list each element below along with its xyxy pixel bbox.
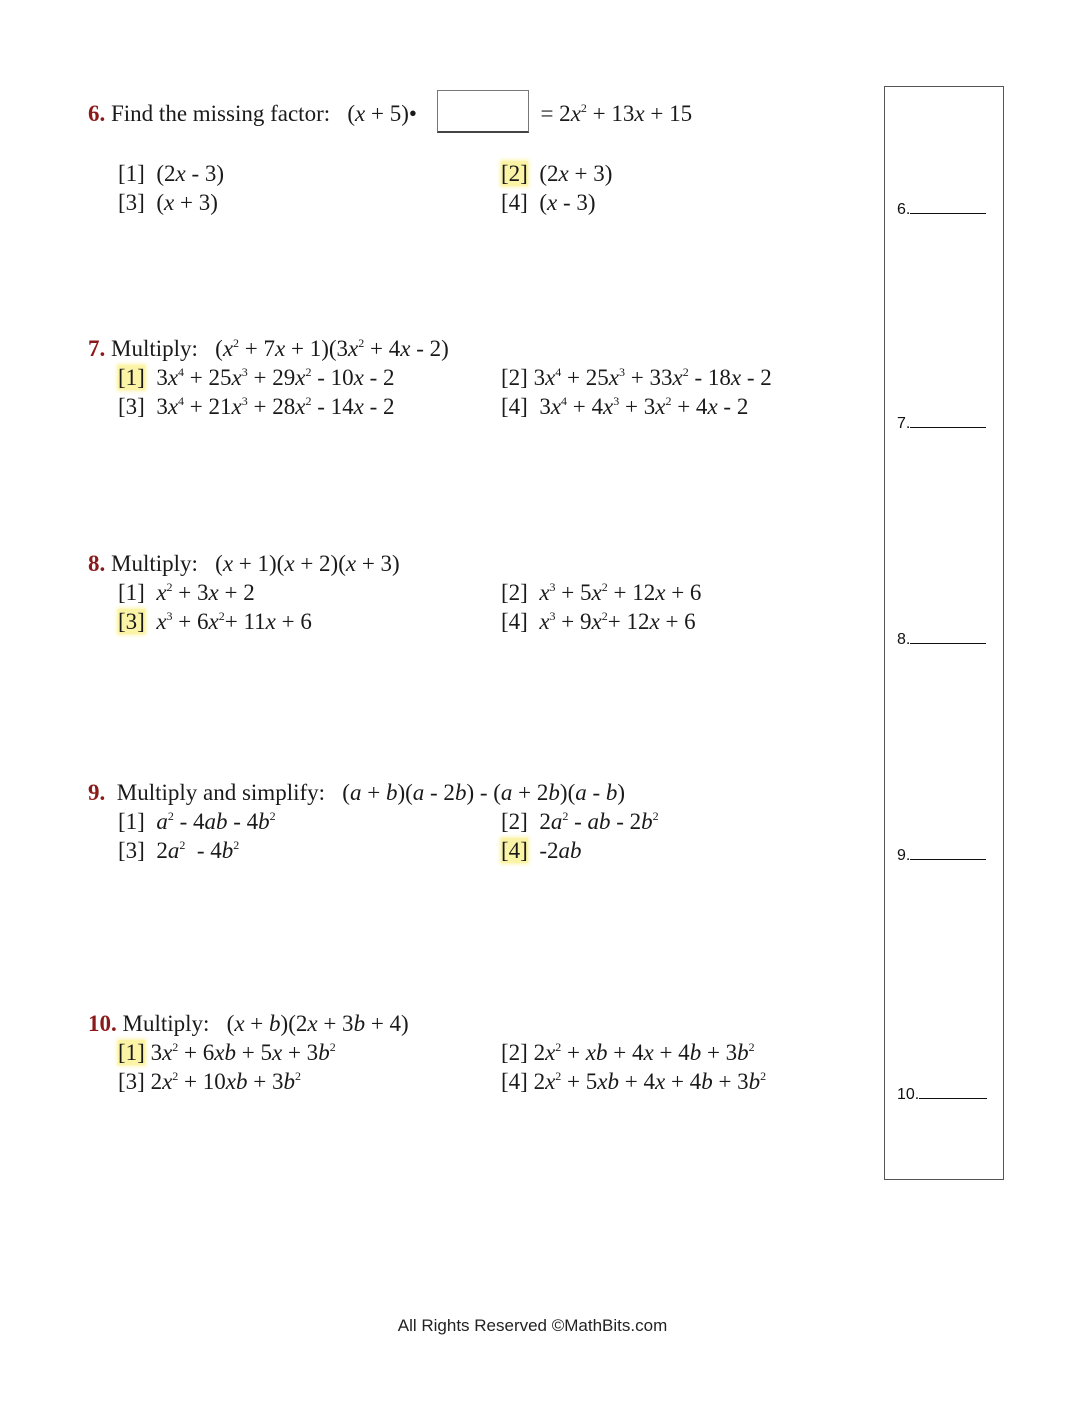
question-6 (88, 90, 692, 219)
choice-tag: [3] (118, 609, 145, 634)
question-stem (88, 1009, 409, 1038)
question-stem (88, 549, 400, 578)
choice-2[interactable]: [2] $2a^2$ - ab - $2b^2$ (501, 809, 659, 834)
choice-tag: [1] (118, 365, 145, 390)
question-number: 10. (88, 1011, 117, 1036)
question-expression: $(x^2 + 7x + 1)(3x^2 + 4x - 2)$ (215, 336, 449, 361)
choice-tag: [2] (501, 161, 528, 186)
choice-3[interactable]: [3] (x + 3) (118, 190, 218, 215)
question-prompt: Find the missing factor: (111, 101, 331, 126)
choice-2[interactable]: [2] $3x^4 + 25x^3 + 33x^2 - 18x - 2$ (501, 365, 772, 390)
question-stem (88, 778, 625, 807)
choice-tag: [2] (501, 365, 528, 390)
answer-blank-7[interactable] (897, 413, 986, 433)
choice-1[interactable]: [1] $x^2 + 3x + 2$ (118, 580, 255, 605)
answer-label: 7. (897, 415, 911, 432)
answer-label: 9. (897, 847, 911, 864)
question-9 (88, 778, 659, 867)
question-expression: (x + b)(2x + 3b + 4) (226, 1011, 409, 1036)
choice-1[interactable]: [1] (2x - 3) (118, 161, 225, 186)
choice-4[interactable]: [4] (x - 3) (501, 190, 596, 215)
choice-tag: [2] (501, 1040, 528, 1065)
answer-choices (88, 1038, 767, 1098)
copyright-footer: All Rights Reserved ©MathBits.com (397, 1316, 668, 1335)
question-stem (88, 90, 692, 133)
choice-2[interactable]: [2] $x^3 + 5x^2 + 12x + 6$ (501, 580, 702, 605)
question-7 (88, 334, 772, 423)
choice-tag: [3] (118, 394, 145, 419)
choice-tag: [1] (118, 580, 145, 605)
answer-choices (88, 363, 772, 423)
choice-4[interactable]: [4] $3x^4 + 4x^3 + 3x^2 + 4x - 2$ (501, 394, 749, 419)
choice-tag: [4] (501, 838, 528, 863)
choice-2[interactable]: [2] $2x^2$ + xb + $4x + 4b + 3b^2$ (501, 1040, 755, 1065)
choice-tag: [4] (501, 609, 528, 634)
choice-1[interactable]: [1] $3x^2 + 6xb + 5x + 3b^2$ (118, 1040, 336, 1065)
choice-3[interactable]: [3] $2x^2 + 10xb + 3b^2$ (118, 1069, 301, 1094)
choice-tag: [1] (118, 809, 145, 834)
choice-tag: [2] (501, 580, 528, 605)
answer-label: 8. (897, 631, 911, 648)
question-prompt: Multiply: (111, 336, 198, 361)
question-prompt: Multiply: (111, 551, 198, 576)
choice-tag: [1] (118, 161, 145, 186)
choice-tag: [4] (501, 1069, 528, 1094)
answer-blank-9[interactable] (897, 845, 986, 865)
question-expression: (x + 1)(x + 2)(x + 3) (215, 551, 400, 576)
choice-tag: [2] (501, 809, 528, 834)
question-prompt: Multiply and simplify: (116, 780, 326, 805)
answer-choices (88, 807, 659, 867)
choice-3[interactable]: [3] $x^3 + 6x^2+ 11x + 6$ (118, 609, 312, 634)
question-number: 6. (88, 101, 106, 126)
question-10 (88, 1009, 767, 1098)
choice-2[interactable]: [2] (2x + 3) (501, 161, 613, 186)
question-expression-right: = $2x^2 + 13x + 15$ (540, 101, 693, 126)
choice-1[interactable]: [1] $a^2 - 4ab - 4b^2$ (118, 809, 276, 834)
answer-blank-6[interactable] (897, 199, 986, 219)
choice-4[interactable]: [4] $2x^2 + 5xb + 4x + 4b + 3b^2$ (501, 1069, 767, 1094)
choice-tag: [4] (501, 394, 528, 419)
question-number: 9. (88, 780, 106, 805)
choice-1[interactable]: [1] $3x^4 + 25x^3 + 29x^2 - 10x - 2$ (118, 365, 395, 390)
choice-tag: [4] (501, 190, 528, 215)
choice-tag: [3] (118, 190, 145, 215)
missing-factor-box[interactable] (437, 90, 529, 133)
choice-tag: [3] (118, 1069, 145, 1094)
choice-4[interactable]: [4] -2ab (501, 838, 582, 863)
question-prompt: Multiply: (122, 1011, 210, 1036)
question-stem (88, 334, 449, 363)
answer-blank-8[interactable] (897, 629, 986, 649)
answer-blank-10[interactable] (897, 1084, 987, 1104)
choice-tag: [1] (118, 1040, 145, 1065)
choice-3[interactable]: [3] $2a^2 - 4b^2$ (118, 838, 240, 863)
choice-3[interactable]: [3] $3x^4 + 21x^3 + 28x^2 - 14x - 2$ (118, 394, 395, 419)
answer-label: 6. (897, 201, 911, 218)
choice-tag: [3] (118, 838, 145, 863)
answer-choices (88, 578, 702, 638)
answer-label: 10. (897, 1086, 920, 1103)
question-expression: (a + b)(a - 2b) - (a + 2b)(a - b) (342, 780, 626, 805)
answer-panel (884, 86, 1004, 1180)
question-number: 8. (88, 551, 106, 576)
question-expression-left: (x + 5)• (347, 101, 417, 126)
answer-choices (88, 159, 692, 219)
choice-4[interactable]: [4] $x^3 + 9x^2+ 12x + 6$ (501, 609, 696, 634)
question-number: 7. (88, 336, 106, 361)
question-8 (88, 549, 702, 638)
